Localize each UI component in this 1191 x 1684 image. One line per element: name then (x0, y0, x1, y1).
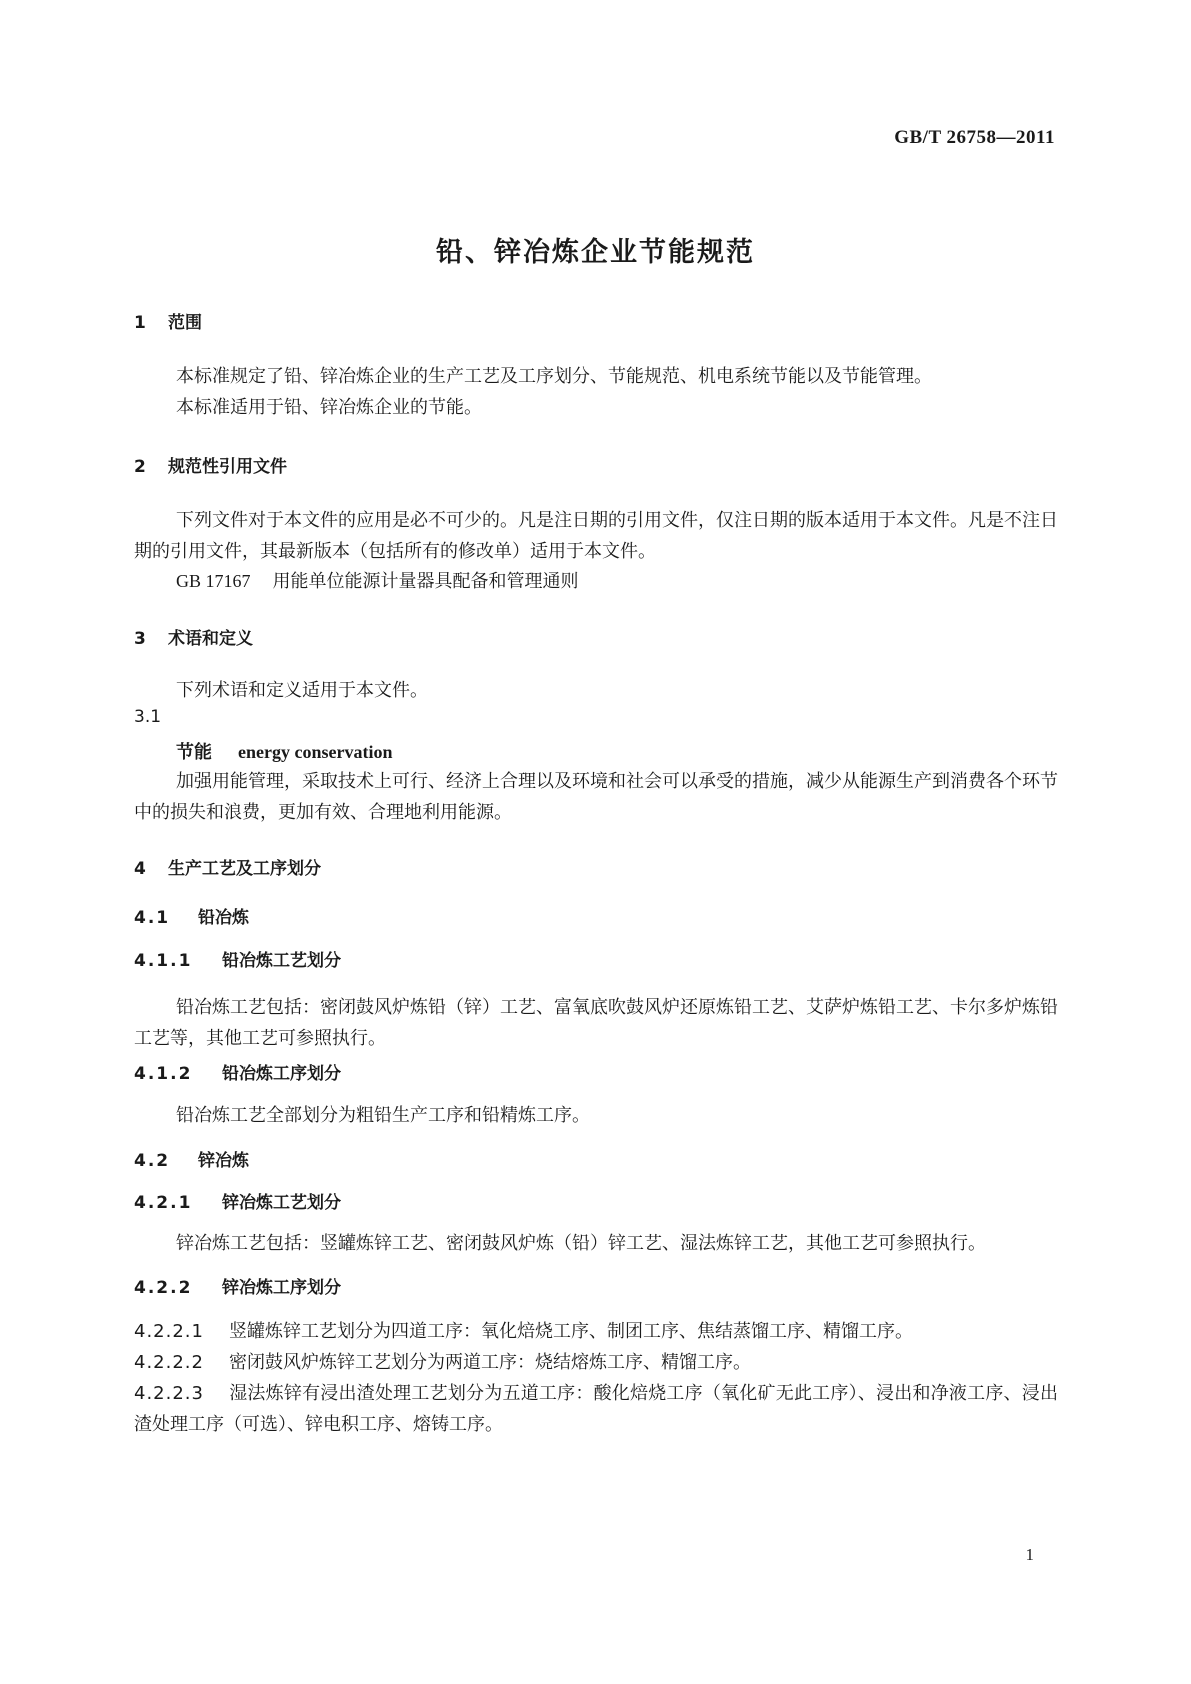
normative-reference (176, 567, 579, 593)
section-1-para-1: 本标准规定了铅、锌冶炼企业的生产工艺及工序划分、节能规范、机电系统节能以及节能管理。 (176, 366, 932, 387)
section-4-2-1-para: 锌冶炼工艺包括：竖罐炼锌工艺、密闭鼓风炉炼（铅）锌工艺、湿法炼锌工艺，其他工艺可参照执行。 (176, 1233, 986, 1254)
section-4-1-1-para: 铅冶炼工艺包括：密闭鼓风炉炼铅（锌）工艺、富氧底吹鼓风炉还原炼铅工艺、艾萨炉炼铅工艺、卡尔多炉炼铅工艺等，其他工艺可参照执行。 (134, 997, 1058, 1049)
clause-text: 密闭鼓风炉炼锌工艺划分为两道工序：烧结熔炼工序、精馏工序。 (229, 1352, 751, 1373)
section-number: 2 (134, 457, 148, 477)
reference-code: GB 17167 (176, 571, 251, 591)
term-definition: 加强用能管理，采取技术上可行、经济上合理以及环境和社会可以承受的措施，减少从能源生产到消费各个环节中的损失和浪费，更加有效、合理地利用能源。 (134, 771, 1058, 823)
section-4-heading (134, 854, 321, 879)
reference-title: 用能单位能源计量器具配备和管理通则 (272, 571, 579, 592)
section-2-para-1: 下列文件对于本文件的应用是必不可少的。凡是注日期的引用文件，仅注日期的版本适用于本文件。凡是不注日期的引用文件，其最新版本（包括所有的修改单）适用于本文件。 (134, 510, 1058, 562)
section-title: 术语和定义 (168, 629, 253, 649)
term-chinese: 节能 (176, 742, 212, 763)
standard-code: GB/T 26758—2011 (894, 127, 1055, 148)
term-number: 3.1 (134, 707, 162, 727)
section-number: 4.1.2 (134, 1064, 193, 1084)
section-title: 生产工艺及工序划分 (168, 859, 321, 879)
clause-4-2-2-3 (134, 1378, 1058, 1440)
section-2-heading (134, 452, 287, 477)
section-1-heading (134, 308, 202, 333)
section-4-1-heading (134, 903, 249, 928)
section-number: 1 (134, 313, 148, 333)
clause-number: 4.2.2.3 (134, 1383, 204, 1404)
section-number: 4.2.1 (134, 1193, 193, 1213)
clause-number: 4.2.2.2 (134, 1352, 204, 1373)
section-number: 4.1.1 (134, 951, 193, 971)
clause-4-2-2-1 (134, 1316, 1058, 1347)
section-title: 锌冶炼 (198, 1151, 249, 1171)
section-3-heading (134, 624, 253, 649)
section-number: 4.2.2 (134, 1278, 193, 1298)
section-title: 锌冶炼工艺划分 (222, 1193, 341, 1213)
clause-text: 竖罐炼锌工艺划分为四道工序：氧化焙烧工序、制团工序、焦结蒸馏工序、精馏工序。 (229, 1321, 913, 1342)
section-4-1-2-para: 铅冶炼工艺全部划分为粗铅生产工序和铅精炼工序。 (176, 1105, 590, 1126)
section-title: 规范性引用文件 (168, 457, 287, 477)
section-4-1-2-heading (134, 1059, 341, 1084)
section-3-para-1: 下列术语和定义适用于本文件。 (176, 680, 428, 701)
term-entry (176, 738, 392, 764)
term-english: energy conservation (238, 742, 393, 762)
section-title: 锌冶炼工序划分 (222, 1278, 341, 1298)
section-number: 4 (134, 859, 148, 879)
section-4-2-1-heading (134, 1188, 341, 1213)
section-4-2-2-heading (134, 1273, 341, 1298)
clause-number: 4.2.2.1 (134, 1321, 204, 1342)
clause-4-2-2-2 (134, 1347, 1058, 1378)
page-number: 1 (1025, 1545, 1034, 1564)
section-title: 范围 (168, 313, 202, 333)
clause-text: 湿法炼锌有浸出渣处理工艺划分为五道工序：酸化焙烧工序（氧化矿无此工序）、浸出和净液工序、浸出渣处理工序（可选）、锌电积工序、熔铸工序。 (134, 1383, 1058, 1435)
section-title: 铅冶炼 (198, 908, 249, 928)
section-title: 铅冶炼工艺划分 (222, 951, 341, 971)
section-number: 3 (134, 629, 148, 649)
section-1-para-2: 本标准适用于铅、锌冶炼企业的节能。 (176, 397, 482, 418)
section-title: 铅冶炼工序划分 (222, 1064, 341, 1084)
section-number: 4.1 (134, 908, 171, 928)
section-4-1-1-heading (134, 946, 341, 971)
section-4-2-heading (134, 1146, 249, 1171)
section-number: 4.2 (134, 1151, 171, 1171)
document-title: 铅、锌冶炼企业节能规范 (436, 237, 755, 268)
